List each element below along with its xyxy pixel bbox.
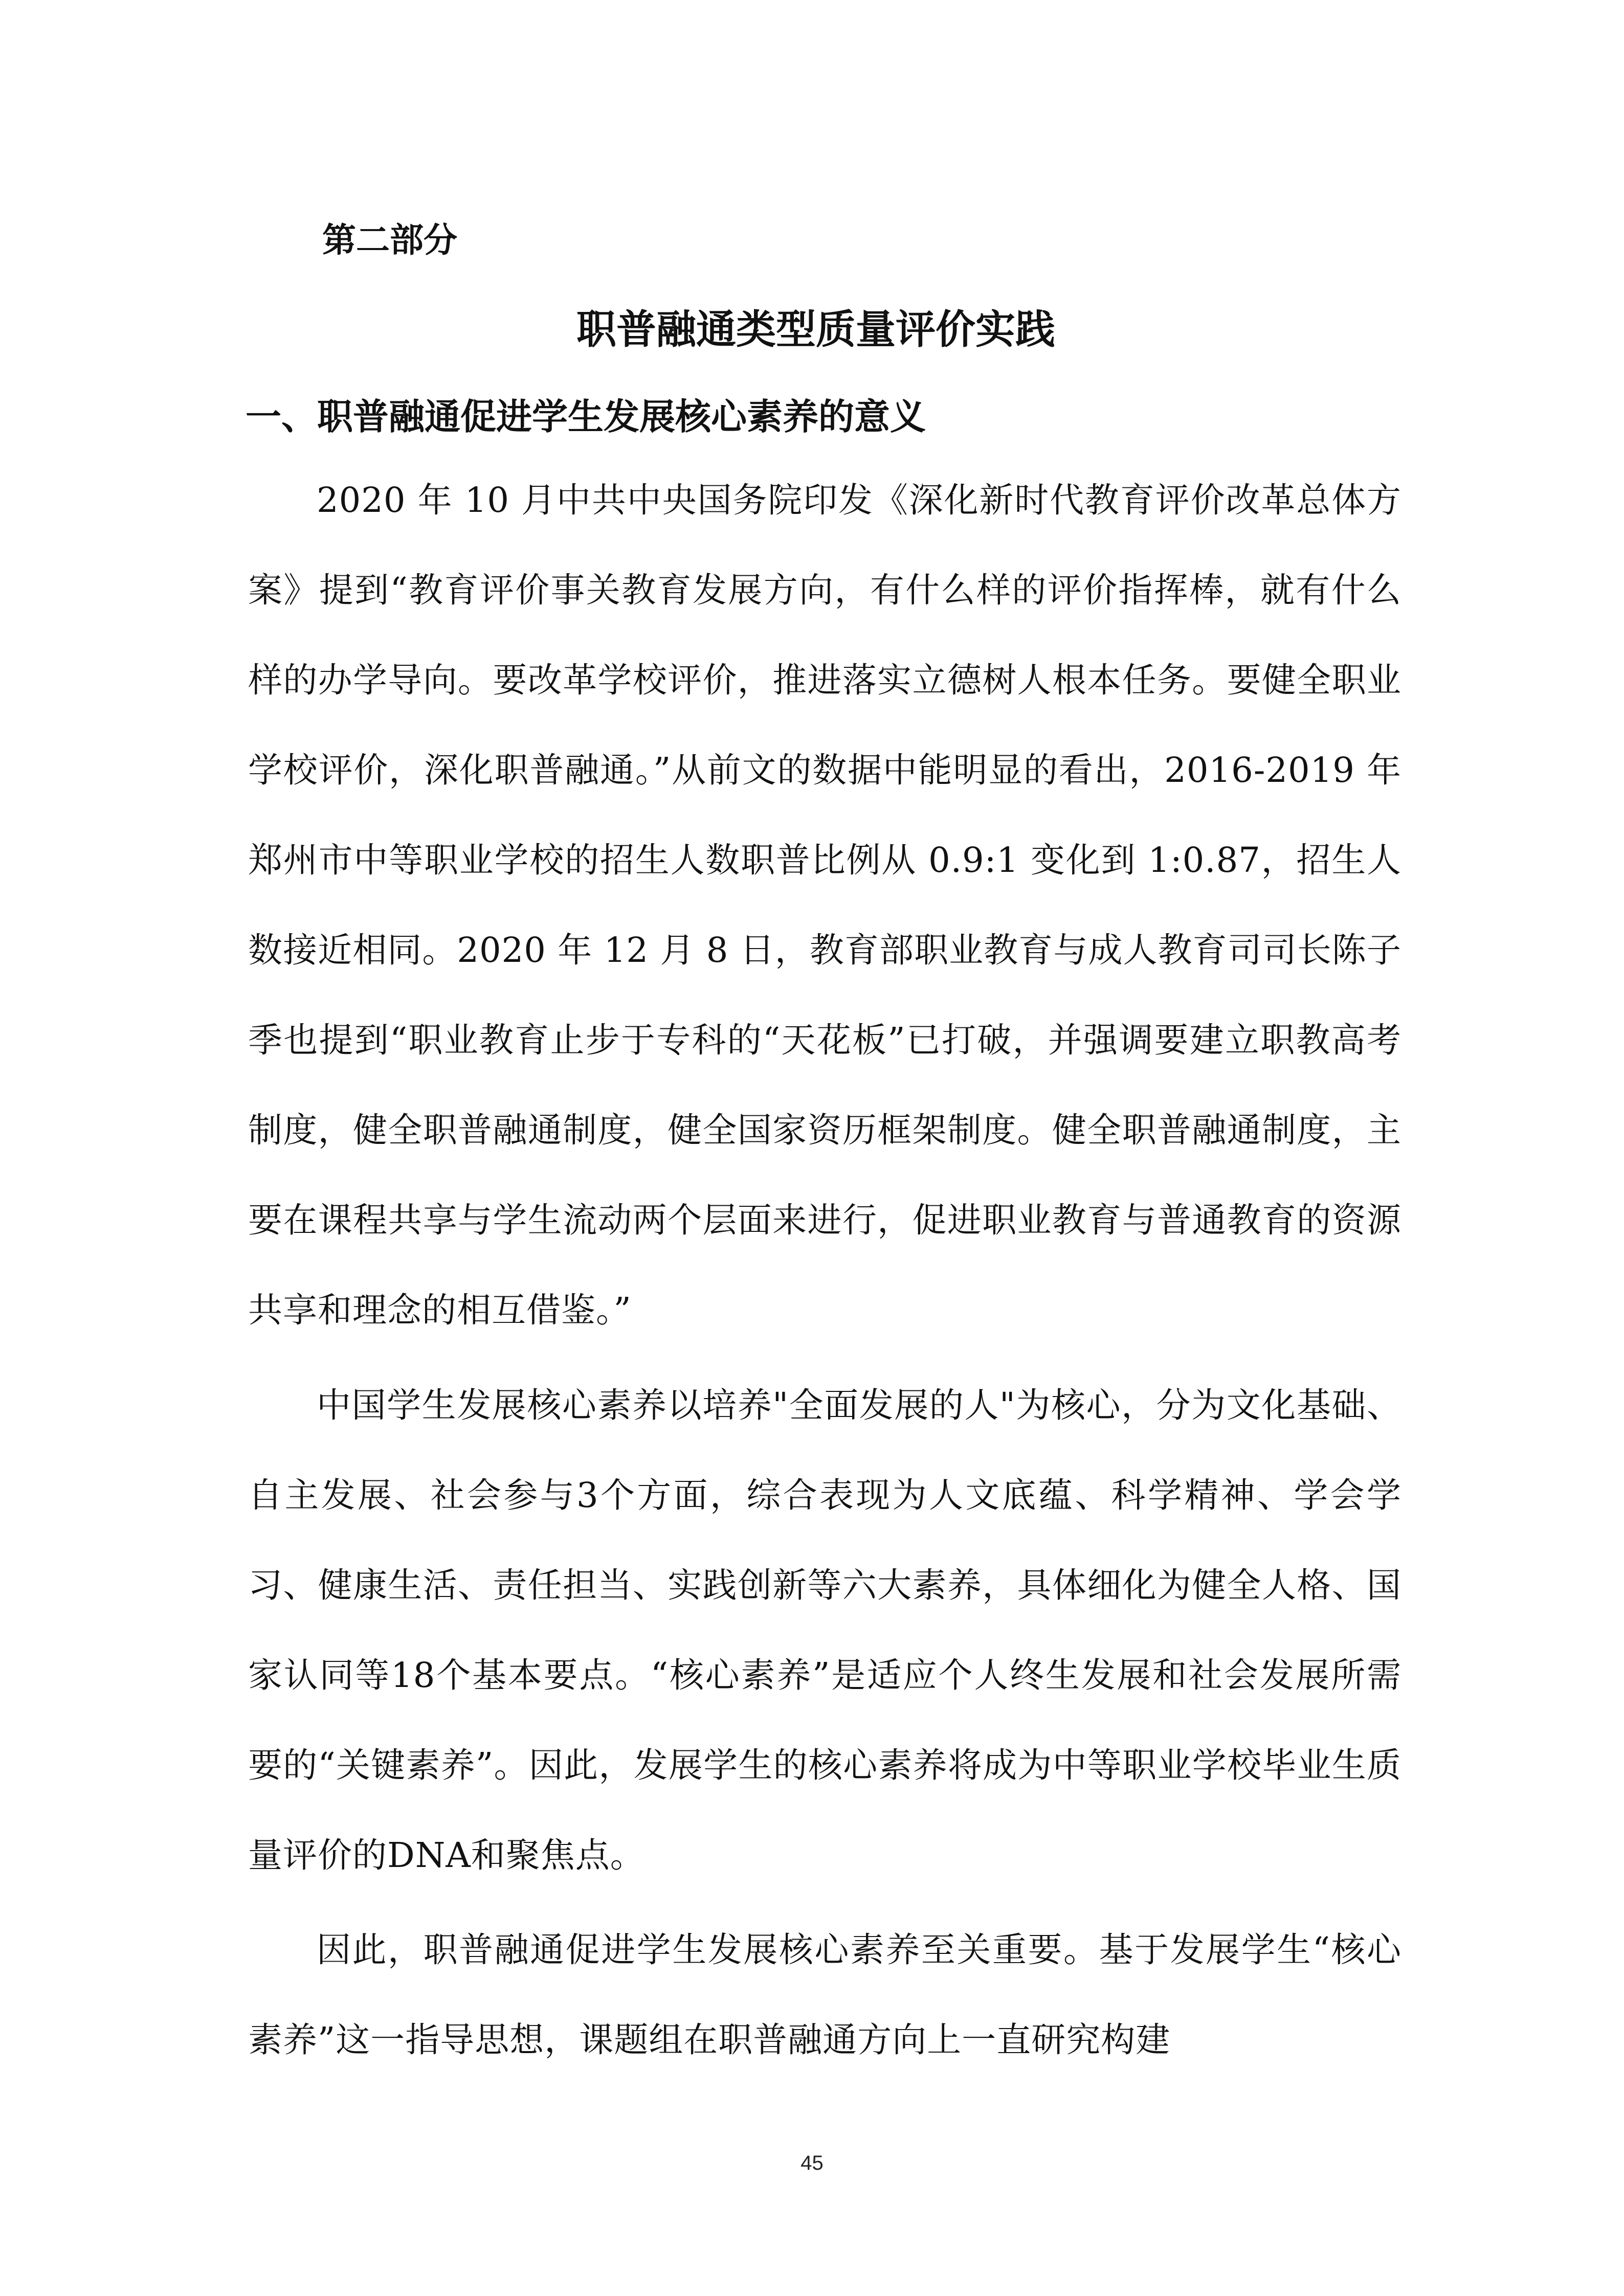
body-paragraph: 中国学生发展核心素养以培养"全面发展的人"为核心，分为文化基础、 自主发展、社会参与3个方面，综合表现为人文底蕴、科学精神、学会学习、健康生活、责任担当、实践创新等六大素养，具体细化为健全人格、国家认同等18个基本要点。“核心素养”是适应个人终生发展和社会发展所需要的“关键素养”。因此，发展学生的核心素养将成为中等职业学校毕业生质量评价的DNA和聚焦点。 bbox=[248, 1385, 1401, 1875]
body-paragraph: 2020 年 10 月中共中央国务院印发《深化新时代教育评价改革总体方案》提到“教育评价事关教育发展方向，有什么样的评价指挥棒，就有什么样的办学导向。要改革学校评价，推进落实立德树人根本任务。要健全职业学校评价，深化职普融通。”从前文的数据中能明显的看出，2016-2019 年郑州市中等职业学校的招生人数职普比例从 0.9:1 变化到 1:0.87，招生人数接近相同。2020 年 12 月 8 日，教育部职业教育与成人教育司司长陈子季也提到“职业教育止步于专科的“天花板”已打破，并强调要建立职教高考制度，健全职普融通制度，健全国家资历框架制度。健全职普融通制度，主要在课程共享与学生流动两个层面来进行，促进职业教育与普通教育的资源共享和理念的相互借鉴。” bbox=[248, 480, 1401, 1330]
page-number: 45 bbox=[800, 2152, 824, 2174]
part-title: 职普融通类型质量评价实践 bbox=[576, 307, 1055, 353]
body-paragraph: 因此，职普融通促进学生发展核心素养至关重要。基于发展学生“核心素养”这一指导思想，课题组在职普融通方向上一直研究构建 bbox=[248, 1930, 1401, 2060]
part-label: 第二部分 bbox=[322, 220, 457, 260]
section-heading: 一、职普融通促进学生发展核心素养的意义 bbox=[246, 396, 926, 438]
